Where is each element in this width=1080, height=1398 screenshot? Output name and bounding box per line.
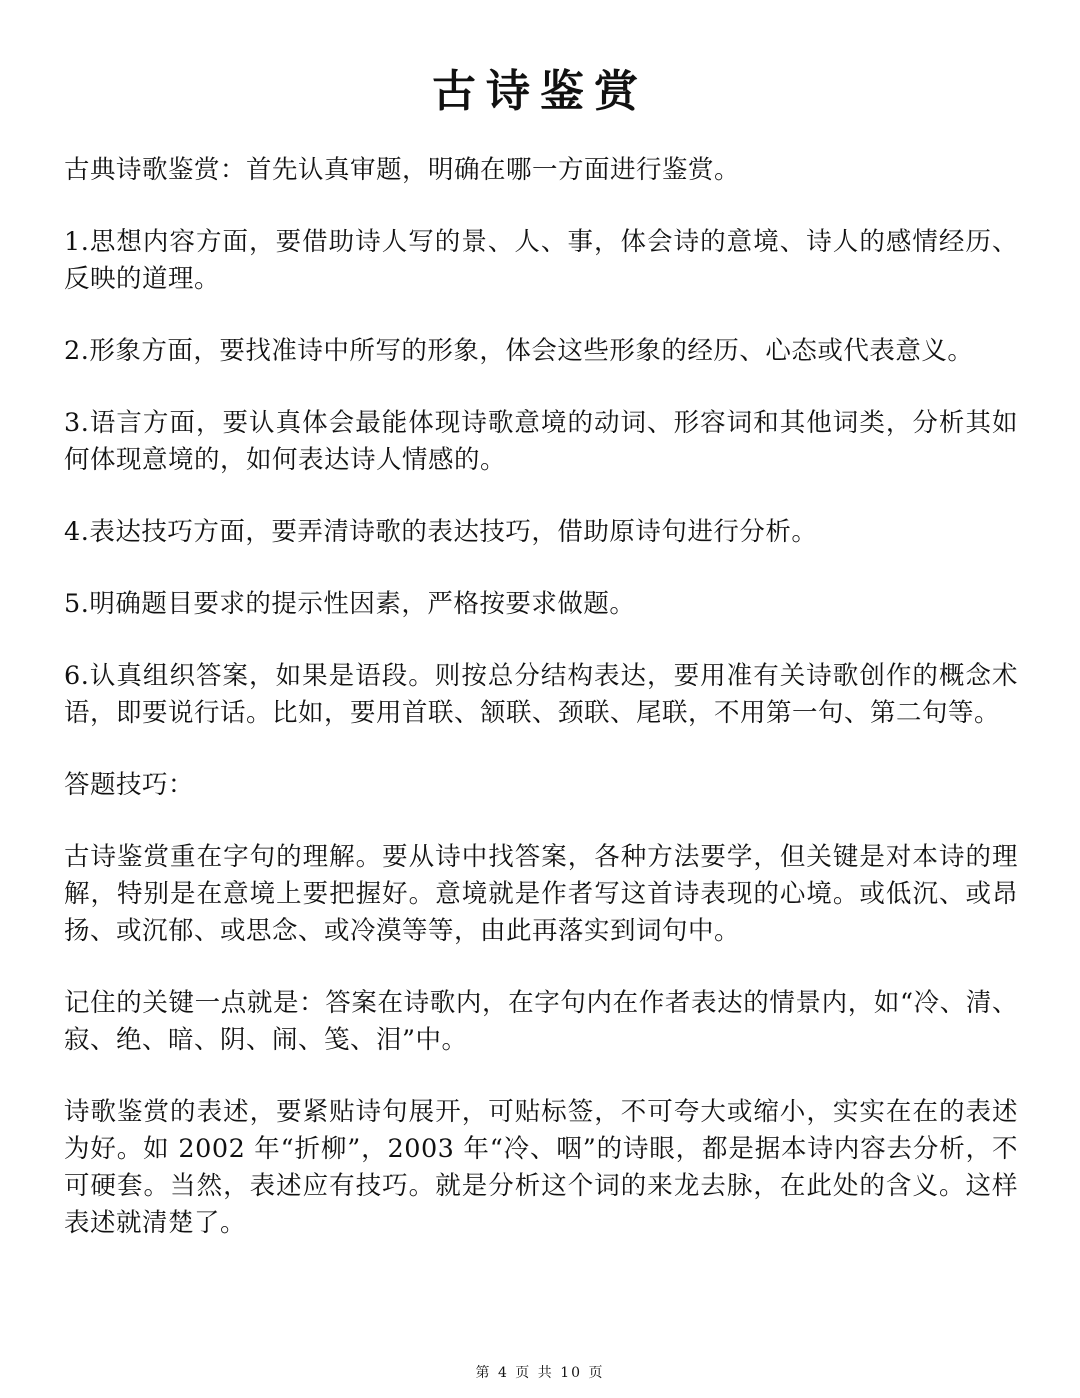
paragraph-intro: 古典诗歌鉴赏：首先认真审题，明确在哪一方面进行鉴赏。 bbox=[64, 155, 741, 185]
paragraph-point-1: 1.思想内容方面，要借助诗人写的景、人、事，体会诗的意境、诗人的感情经历、反映的道理。 bbox=[64, 227, 1018, 294]
page-title: 古诗鉴赏 bbox=[432, 66, 648, 117]
paragraph-point-5: 5.明确题目要求的提示性因素，严格按要求做题。 bbox=[64, 589, 636, 619]
paragraph-tips-3: 诗歌鉴赏的表述，要紧贴诗句展开，可贴标签，不可夸大或缩小，实实在在的表述为好。如 2002 年“折柳”，2003 年“冷、咽”的诗眼，都是据本诗内容去分析，不可硬套。当然，表述应有技巧。就是分析这个词的来龙去脉，在此处的含义。这样表述就清楚了。 bbox=[64, 1097, 1018, 1238]
paragraph-point-4: 4.表达技巧方面，要弄清诗歌的表达技巧，借助原诗句进行分析。 bbox=[64, 517, 818, 547]
paragraph-point-3: 3.语言方面，要认真体会最能体现诗歌意境的动词、形容词和其他词类，分析其如何体现意境的，如何表达诗人情感的。 bbox=[64, 408, 1018, 475]
section-heading-tips: 答题技巧： bbox=[64, 770, 195, 800]
paragraph-tips-1: 古诗鉴赏重在字句的理解。要从诗中找答案，各种方法要学，但关键是对本诗的理解，特别是在意境上要把握好。意境就是作者写这首诗表现的心境。或低沉、或昂扬、或沉郁、或思念、或冷漠等等，由此再落实到词句中。 bbox=[64, 842, 1018, 946]
document-body bbox=[64, 152, 1018, 1277]
paragraph-tips-2: 记住的关键一点就是：答案在诗歌内，在字句内在作者表达的情景内，如“冷、清、寂、绝、暗、阴、闹、笺、泪”中。 bbox=[64, 988, 1018, 1055]
page-number-footer: 第 4 页 共 10 页 bbox=[475, 1365, 605, 1381]
paragraph-point-6: 6.认真组织答案，如果是语段。则按总分结构表达，要用准有关诗歌创作的概念术语，即要说行话。比如，要用首联、颔联、颈联、尾联，不用第一句、第二句等。 bbox=[64, 661, 1018, 728]
paragraph-point-2: 2.形象方面，要找准诗中所写的形象，体会这些形象的经历、心态或代表意义。 bbox=[64, 336, 974, 366]
